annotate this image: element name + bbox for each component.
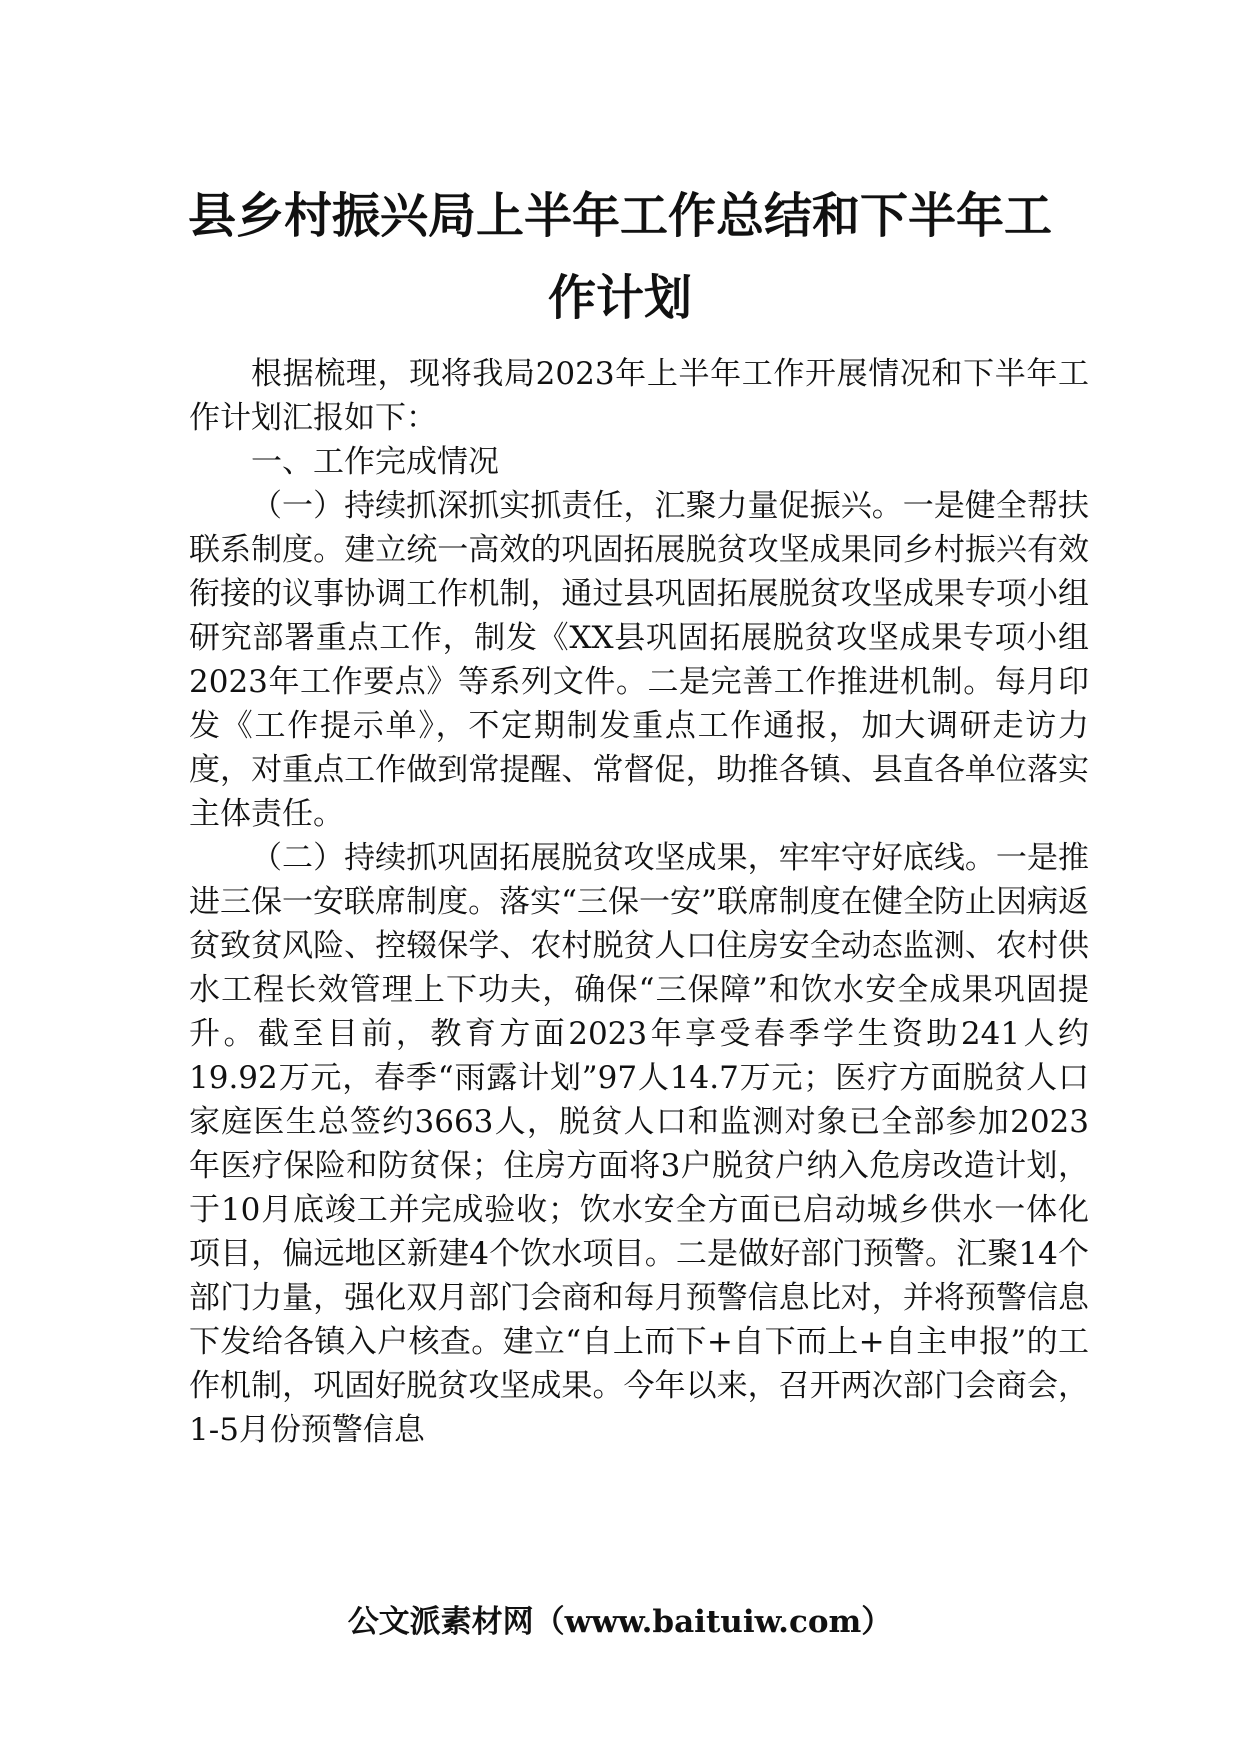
section-heading: 一、工作完成情况	[251, 444, 499, 480]
page-footer-watermark: 公文派素材网（www.baituiw.com）	[347, 1604, 893, 1640]
document-body	[189, 352, 1089, 1452]
body-paragraph: （二）持续抓巩固拓展脱贫攻坚成果，牢牢守好底线。一是推进三保一安联席制度。落实“三保一安”联席制度在健全防止因病返贫致贫风险、控辍保学、农村脱贫人口住房安全动态监测、农村供水工程长效管理上下功夫，确保“三保障”和饮水安全成果巩固提升。截至目前，教育方面2023年享受春季学生资助241人约19.92万元，春季“雨露计划”97人14.7万元；医疗方面脱贫人口家庭医生总签约3663人，脱贫人口和监测对象已全部参加2023年医疗保险和防贫保；住房方面将3户脱贫户纳入危房改造计划，于10月底竣工并完成验收；饮水安全方面已启动城乡供水一体化项目，偏远地区新建4个饮水项目。二是做好部门预警。汇聚14个部门力量，强化双月部门会商和每月预警信息比对，并将预警信息下发给各镇入户核查。建立“自上而下+自下而上+自主申报”的工作机制，巩固好脱贫攻坚成果。今年以来，召开两次部门会商会，1-5月份预警信息	[189, 840, 1089, 1448]
body-paragraph: （一）持续抓深抓实抓责任，汇聚力量促振兴。一是健全帮扶联系制度。建立统一高效的巩固拓展脱贫攻坚成果同乡村振兴有效衔接的议事协调工作机制，通过县巩固拓展脱贫攻坚成果专项小组研究部署重点工作，制发《XX县巩固拓展脱贫攻坚成果专项小组2023年工作要点》等系列文件。二是完善工作推进机制。每月印发《工作提示单》，不定期制发重点工作通报，加大调研走访力度，对重点工作做到常提醒、常督促，助推各镇、县直各单位落实主体责任。	[189, 488, 1089, 832]
document-title-line-2: 作计划	[547, 270, 692, 326]
document-title-line-1: 县乡村振兴局上半年工作总结和下半年工	[187, 188, 1052, 244]
intro-paragraph: 根据梳理，现将我局2023年上半年工作开展情况和下半年工作计划汇报如下：	[189, 356, 1089, 436]
